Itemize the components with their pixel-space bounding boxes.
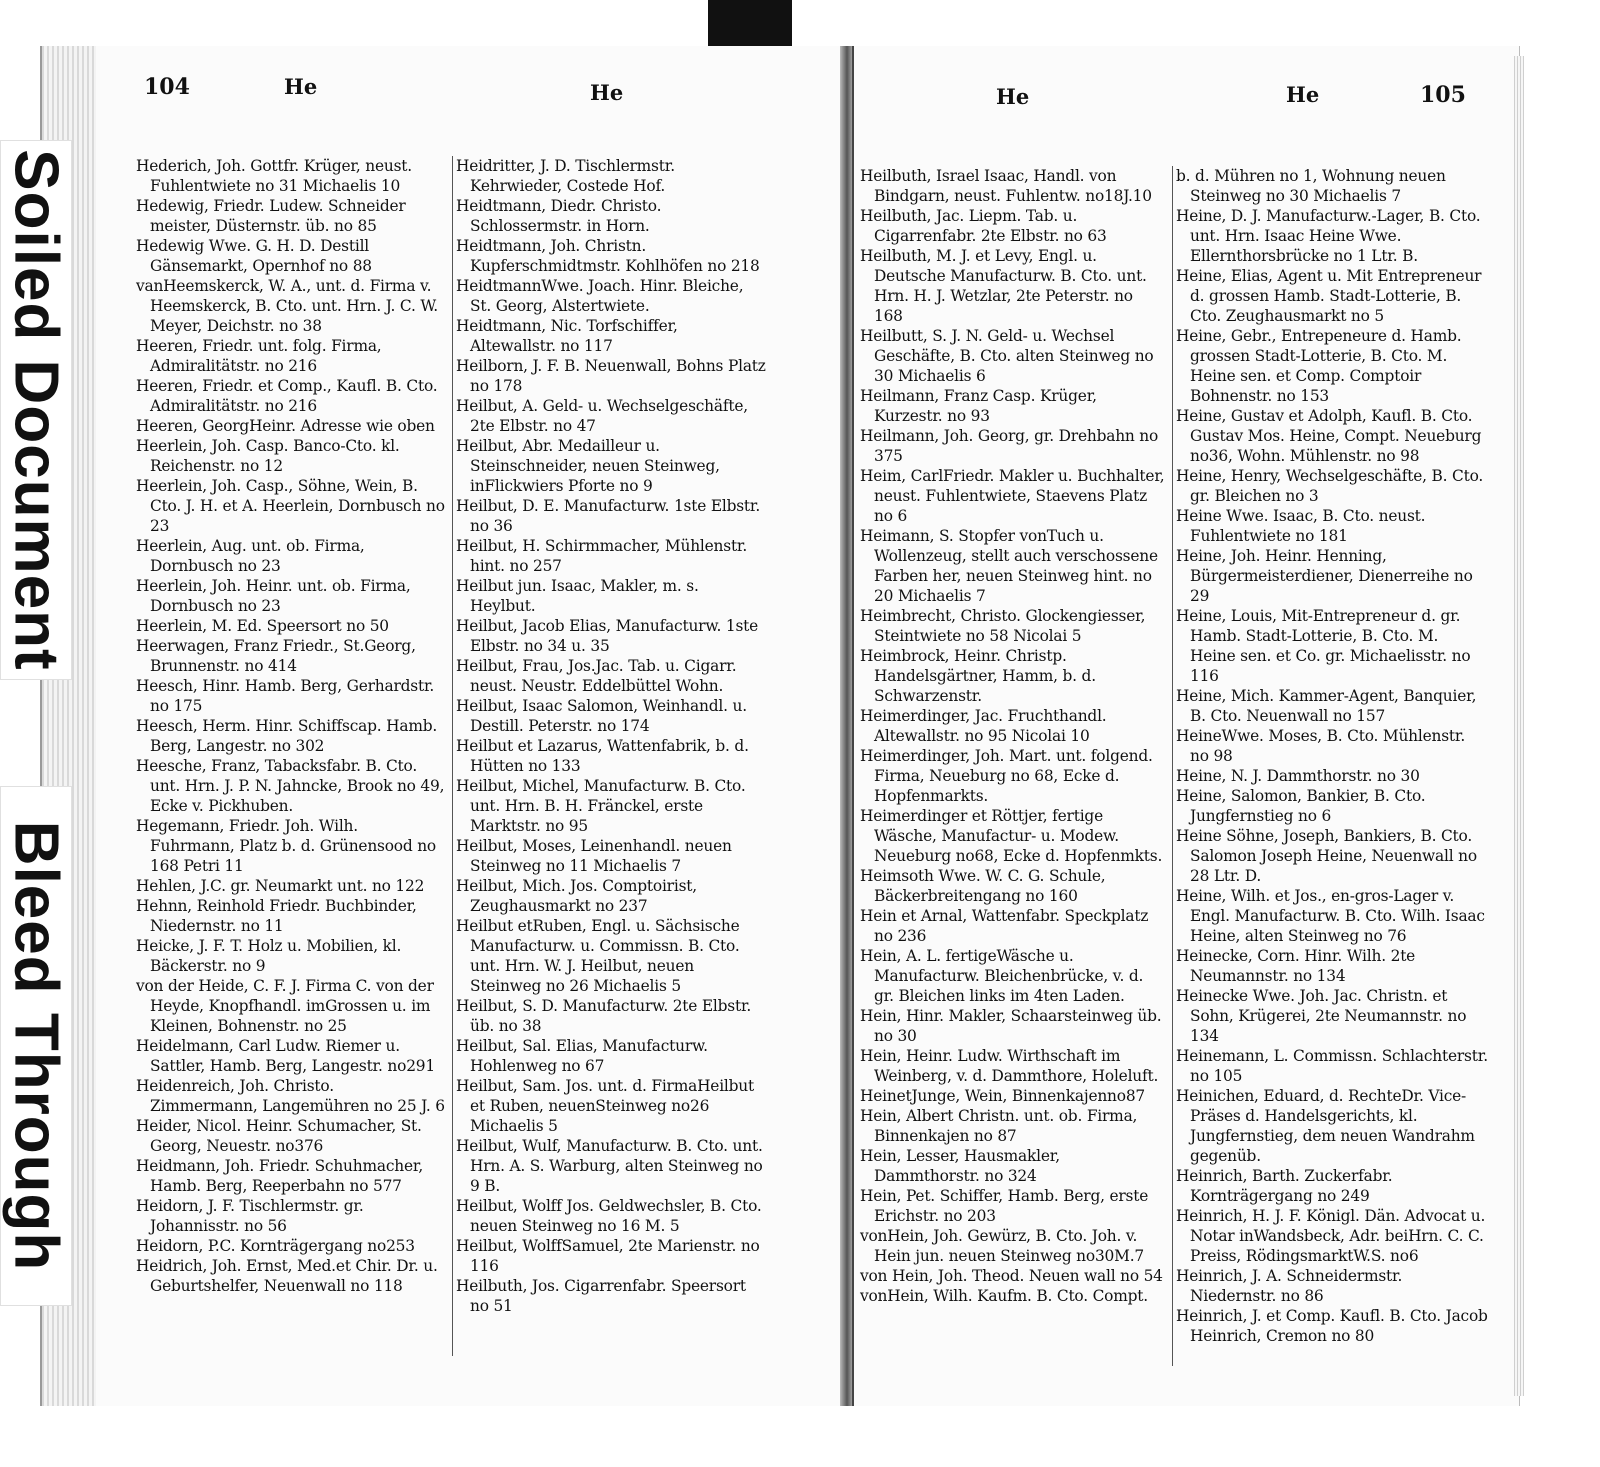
directory-entry: von Hein, Joh. Theod. Neuen wall no 54 [860,1267,1163,1285]
directory-entry: Heerlein, Aug. unt. ob. Firma, Dornbusch no 23 [136,537,365,575]
directory-entry: Heilbuth, Jos. Cigarrenfabr. Speersort no 51 [456,1277,746,1315]
directory-entry: Heilborn, J. F. B. Neuenwall, Bohns Platz no 178 [456,357,766,395]
directory-entry: Heidrich, Joh. Ernst, Med.et Chir. Dr. u. Geburtshelfer, Neuenwall no 118 [136,1257,438,1295]
directory-entry: Heilbut, Michel, Manufacturw. B. Cto. unt. Hrn. B. H. Fränckel, erste Marktstr. no 95 [456,777,746,835]
directory-entry: Heine, Wilh. et Jos., en-gros-Lager v. Engl. Manufacturw. B. Cto. Wilh. Isaac Heine, alten Steinweg no 76 [1176,887,1485,945]
left-page-header-1: He [284,74,318,99]
directory-entry: vanHeemskerck, W. A., unt. d. Firma v. Heemskerck, B. Cto. unt. Hrn. J. C. W. Meyer, Deichstr. no 38 [136,277,438,335]
directory-entry: Heimerdinger et Röttjer, fertige Wäsche, Manufactur- u. Modew. Neueburg no68, Ecke d. Hopfenmkts. [860,807,1163,865]
right-page-column-1 [860,166,1166,1306]
directory-entry: Heilbut, Wulf, Manufacturw. B. Cto. unt. Hrn. A. S. Warburg, alten Steinweg no 9 B. [456,1137,763,1195]
right-page [852,46,1520,1406]
directory-entry: Heine, Mich. Kammer-Agent, Banquier, B. Cto. Neuenwall no 157 [1176,687,1477,725]
directory-entry: Heilmann, Joh. Georg, gr. Drehbahn no 375 [860,427,1159,465]
directory-entry: Heimsoth Wwe. W. C. G. Schule, Bäckerbreitengang no 160 [860,867,1106,905]
directory-entry: Heinecke, Corn. Hinr. Wilh. 2te Neumannstr. no 134 [1176,947,1416,985]
directory-entry: Heilbut, Isaac Salomon, Weinhandl. u. Destill. Peterstr. no 174 [456,697,747,735]
directory-entry: Hehlen, J.C. gr. Neumarkt unt. no 122 [136,877,425,895]
directory-entry: Heilbut, Frau, Jos.Jac. Tab. u. Cigarr. neust. Neustr. Eddelbüttel Wohn. [456,657,737,695]
directory-entry: Heerlein, M. Ed. Speersort no 50 [136,617,389,635]
directory-entry: Heesche, Franz, Tabacksfabr. B. Cto. unt. Hrn. J. P. N. Jahncke, Brook no 49, Ecke v. Pickhuben. [136,757,445,815]
directory-entry: Heilbuth, Israel Isaac, Handl. von Bindgarn, neust. Fuhlentw. no18J.10 [860,167,1152,205]
directory-entry: Heimbrecht, Christo. Glockengiesser, Steintwiete no 58 Nicolai 5 [860,607,1146,645]
directory-entry: Heilbut, WolffSamuel, 2te Marienstr. no 116 [456,1237,760,1275]
tab-soiled-document [0,140,72,680]
directory-entry: HeidtmannWwe. Joach. Hinr. Bleiche, St. Georg, Alstertwiete. [456,277,744,315]
directory-entry: Heine, Louis, Mit-Entrepreneur d. gr. Hamb. Stadt-Lotterie, B. Cto. M. Heine sen. et Co. gr. Michaelisstr. no 116 [1176,607,1471,685]
directory-entry: Heine Wwe. Isaac, B. Cto. neust. Fuhlentwiete no 181 [1176,507,1426,545]
directory-entry: Heine, D. J. Manufacturw.-Lager, B. Cto. unt. Hrn. Isaac Heine Wwe. Ellernthorsbrücke no 1 Ltr. B. [1176,207,1481,265]
directory-entry: Heimerdinger, Jac. Fruchthandl. Altewallstr. no 95 Nicolai 10 [860,707,1107,745]
directory-entry: Heesch, Herm. Hinr. Schiffscap. Hamb. Berg, Langestr. no 302 [136,717,438,755]
directory-entry: Hein, Pet. Schiffer, Hamb. Berg, erste Erichstr. no 203 [860,1187,1149,1225]
directory-entry: Heine, Elias, Agent u. Mit Entrepreneur d. grossen Hamb. Stadt-Lotterie, B. Cto. Zeughausmarkt no 5 [1176,267,1482,325]
directory-entry: Heidorn, P.C. Kornträgergang no253 [136,1237,415,1255]
right-page-column-2 [1176,166,1488,1346]
left-page-column-1 [136,156,446,1296]
directory-entry: Heerlein, Joh. Casp. Banco-Cto. kl. Reichenstr. no 12 [136,437,400,475]
directory-entry: Heilbut, Wolff Jos. Geldwechsler, B. Cto. neuen Steinweg no 16 M. 5 [456,1197,762,1235]
directory-entry: Heinemann, L. Commissn. Schlachterstr. no 105 [1176,1047,1488,1085]
directory-entry: Heidmann, Joh. Friedr. Schuhmacher, Hamb. Berg, Reeperbahn no 577 [136,1157,424,1195]
right-page-header-2: He [1286,82,1320,107]
column-divider [452,156,453,1356]
directory-entry: Heidtmann, Nic. Torfschiffer, Altewallstr. no 117 [456,317,678,355]
directory-entry: Heeren, Friedr. unt. folg. Firma, Admiralitätstr. no 216 [136,337,382,375]
directory-entry: Heinrich, Barth. Zuckerfabr. Kornträgergang no 249 [1176,1167,1393,1205]
left-page-header-2: He [590,80,624,105]
directory-entry: Heidritter, J. D. Tischlermstr. Kehrwieder, Costede Hof. [456,157,675,195]
directory-entry: Heinrich, J. A. Schneidermstr. Niedernstr. no 86 [1176,1267,1403,1305]
page-edges-right [1514,56,1524,1396]
directory-entry: Heilbut, Sal. Elias, Manufacturw. Hohlenweg no 67 [456,1037,708,1075]
directory-entry: Heimann, S. Stopfer vonTuch u. Wollenzeug, stellt auch verschossene Farben her, neuen Steinweg hint. no 20 Michaelis 7 [860,527,1158,605]
directory-entry: Hein, Hinr. Makler, Schaarsteinweg üb. no 30 [860,1007,1162,1045]
directory-entry: Heimbrock, Heinr. Christp. Handelsgärtner, Hamm, b. d. Schwarzenstr. [860,647,1096,705]
directory-entry: Heerlein, Joh. Heinr. unt. ob. Firma, Dornbusch no 23 [136,577,411,615]
directory-entry: Hedewig, Friedr. Ludew. Schneider meister, Düsternstr. üb. no 85 [136,197,406,235]
directory-entry: Heine Söhne, Joseph, Bankiers, B. Cto. Salomon Joseph Heine, Neuenwall no 28 Ltr. D. [1176,827,1477,885]
right-page-number: 105 [1420,82,1466,108]
directory-entry: b. d. Mühren no 1, Wohnung neuen Steinweg no 30 Michaelis 7 [1176,167,1446,205]
directory-entry: Heidorn, J. F. Tischlermstr. gr. Johannisstr. no 56 [136,1197,364,1235]
directory-entry: Heilbut, Sam. Jos. unt. d. FirmaHeilbut et Ruben, neuenSteinweg no26 Michaelis 5 [456,1077,755,1135]
directory-entry: Heidtmann, Joh. Christn. Kupferschmidtmstr. Kohlhöfen no 218 [456,237,760,275]
directory-entry: Heilbuth, M. J. et Levy, Engl. u. Deutsche Manufacturw. B. Cto. unt. Hrn. H. J. Wetzlar, 2te Peterstr. no 168 [860,247,1147,325]
directory-entry: Heilbut etRuben, Engl. u. Sächsische Manufacturw. u. Commissn. B. Cto. unt. Hrn. W. J. Heilbut, neuen Steinweg no 26 Michaelis 5 [456,917,740,995]
directory-entry: Heilbut, S. D. Manufacturw. 2te Elbstr. üb. no 38 [456,997,752,1035]
left-page-number: 104 [144,74,190,100]
directory-entry: Hederich, Joh. Gottfr. Krüger, neust. Fuhlentwiete no 31 Michaelis 10 [136,157,412,195]
column-divider [1172,166,1173,1366]
directory-entry: Heilbut, H. Schirmmacher, Mühlenstr. hint. no 257 [456,537,748,575]
directory-entry: Heilbut, Abr. Medailleur u. Steinschneider, neuen Steinweg, inFlickwiers Pforte no 9 [456,437,720,495]
directory-entry: Heim, CarlFriedr. Makler u. Buchhalter, neust. Fuhlentwiete, Staevens Platz no 6 [860,467,1165,525]
left-page [96,46,848,1406]
left-page-column-2 [456,156,766,1316]
directory-entry: Heinrich, J. et Comp. Kaufl. B. Cto. Jacob Heinrich, Cremon no 80 [1176,1307,1488,1345]
directory-entry: Heicke, J. F. T. Holz u. Mobilien, kl. Bäckerstr. no 9 [136,937,402,975]
directory-entry: Heidelmann, Carl Ludw. Riemer u. Sattler, Hamb. Berg, Langestr. no291 [136,1037,435,1075]
directory-entry: Heilbut, Moses, Leinenhandl. neuen Steinweg no 11 Michaelis 7 [456,837,732,875]
directory-entry: Heilbut, Mich. Jos. Comptoirist, Zeughausmarkt no 237 [456,877,697,915]
directory-entry: Hein, A. L. fertigeWäsche u. Manufacturw. Bleichenbrücke, v. d. gr. Bleichen links im 4ten Laden. [860,947,1144,1005]
directory-entry: Heilbut, Jacob Elias, Manufacturw. 1ste Elbstr. no 34 u. 35 [456,617,759,655]
directory-entry: Heine, Gustav et Adolph, Kaufl. B. Cto. Gustav Mos. Heine, Compt. Neueburg no36, Wohn. Mühlenstr. no 98 [1176,407,1482,465]
directory-entry: Hehnn, Reinhold Friedr. Buchbinder, Niedernstr. no 11 [136,897,417,935]
directory-entry: Heilbut, A. Geld- u. Wechselgeschäfte, 2te Elbstr. no 47 [456,397,748,435]
directory-entry: Heinichen, Eduard, d. RechteDr. Vice-Präses d. Handelsgerichts, kl. Jungfernstieg, dem neuen Wandrahm gegenüb. [1176,1087,1475,1165]
directory-entry: HeineWwe. Moses, B. Cto. Mühlenstr. no 98 [1176,727,1466,765]
directory-entry: Heeren, GeorgHeinr. Adresse wie oben [136,417,435,435]
directory-entry: Hein et Arnal, Wattenfabr. Speckplatz no 236 [860,907,1149,945]
directory-entry: Hein, Lesser, Hausmakler, Dammthorstr. no 324 [860,1147,1060,1185]
tab-bleed-through [0,786,72,1306]
directory-entry: Hein, Heinr. Ludw. Wirthschaft im Weinberg, v. d. Dammthore, Holeluft. [860,1047,1159,1085]
directory-entry: Heinrich, H. J. F. Königl. Dän. Advocat u. Notar inWandsbeck, Adr. beiHrn. C. C. Preiss, RödingsmarktW.S. no6 [1176,1207,1486,1265]
tab-label: Soiled Document [1,149,71,671]
directory-entry: Heider, Nicol. Heinr. Schumacher, St. Georg, Neuestr. no376 [136,1117,422,1155]
directory-entry: Heilbutt, S. J. N. Geld- u. Wechsel Geschäfte, B. Cto. alten Steinweg no 30 Michaelis 6 [860,327,1154,385]
directory-entry: Heidtmann, Diedr. Christo. Schlossermstr. in Horn. [456,197,662,235]
directory-entry: Heilbut, D. E. Manufacturw. 1ste Elbstr. no 36 [456,497,761,535]
directory-entry: Heine, N. J. Dammthorstr. no 30 [1176,767,1420,785]
directory-entry: Heidenreich, Joh. Christo. Zimmermann, Langemühren no 25 J. 6 [136,1077,445,1115]
directory-entry: Heine, Salomon, Bankier, B. Cto. Jungfernstieg no 6 [1176,787,1426,825]
directory-entry: Heine, Henry, Wechselgeschäfte, B. Cto. gr. Bleichen no 3 [1176,467,1484,505]
directory-entry: von der Heide, C. F. J. Firma C. von der Heyde, Knopfhandl. imGrossen u. im Kleinen, Bohnenstr. no 25 [136,977,434,1035]
directory-entry: Heine, Gebr., Entrepeneure d. Hamb. grossen Stadt-Lotterie, B. Cto. M. Heine sen. et Comp. Comptoir Bohnenstr. no 153 [1176,327,1462,405]
tab-label: Bleed Through [1,820,71,1272]
directory-entry: Heesch, Hinr. Hamb. Berg, Gerhardstr. no 175 [136,677,435,715]
directory-entry: Heine, Joh. Heinr. Henning, Bürgermeisterdiener, Dienerreihe no 29 [1176,547,1473,605]
directory-entry: Hedewig Wwe. G. H. D. Destill Gänsemarkt, Opernhof no 88 [136,237,372,275]
directory-entry: Heilbuth, Jac. Liepm. Tab. u. Cigarrenfabr. 2te Elbstr. no 63 [860,207,1107,245]
directory-entry: Hegemann, Friedr. Joh. Wilh. Fuhrmann, Platz b. d. Grünensood no 168 Petri 11 [136,817,437,875]
directory-entry: vonHein, Wilh. Kaufm. B. Cto. Compt. [860,1287,1148,1305]
right-page-header-1: He [996,84,1030,109]
directory-entry: HeinetJunge, Wein, Binnenkajenno87 [860,1087,1146,1105]
directory-entry: Heinecke Wwe. Joh. Jac. Christn. et Sohn, Krügerei, 2te Neumannstr. no 134 [1176,987,1467,1045]
directory-entry: Heilbut jun. Isaac, Makler, m. s. Heylbut. [456,577,699,615]
directory-entry: vonHein, Joh. Gewürz, B. Cto. Joh. v. Hein jun. neuen Steinweg no30M.7 [860,1227,1144,1265]
directory-entry: Heimerdinger, Joh. Mart. unt. folgend. Firma, Neueburg no 68, Ecke d. Hopfenmarkts. [860,747,1153,805]
directory-entry: Heilmann, Franz Casp. Krüger, Kurzestr. no 93 [860,387,1097,425]
directory-entry: Heerwagen, Franz Friedr., St.Georg, Brunnenstr. no 414 [136,637,416,675]
book-spread [40,46,1520,1406]
directory-entry: Heeren, Friedr. et Comp., Kaufl. B. Cto. Admiralitätstr. no 216 [136,377,438,415]
directory-entry: Heilbut et Lazarus, Wattenfabrik, b. d. Hütten no 133 [456,737,749,775]
directory-entry: Heerlein, Joh. Casp., Söhne, Wein, B. Cto. J. H. et A. Heerlein, Dornbusch no 23 [136,477,445,535]
directory-entry: Hein, Albert Christn. unt. ob. Firma, Binnenkajen no 87 [860,1107,1138,1145]
